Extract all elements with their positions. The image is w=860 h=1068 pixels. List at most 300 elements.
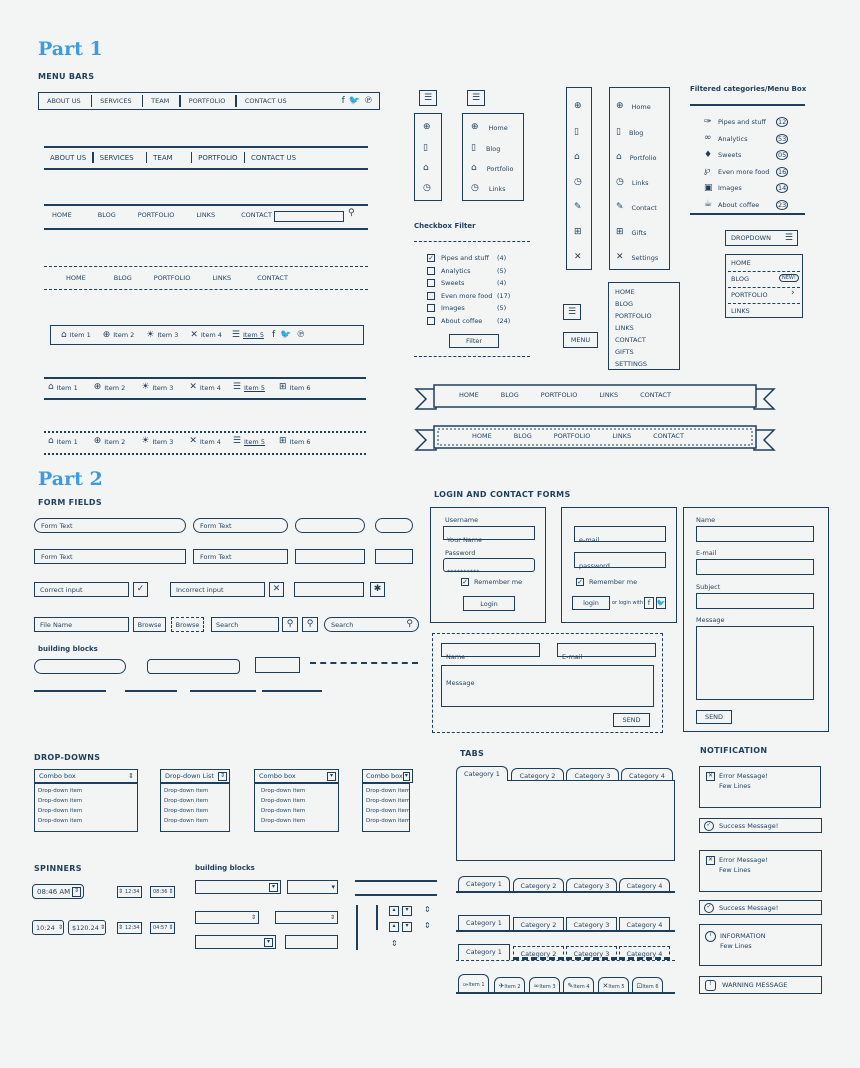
checkbox-row[interactable]: Analytics (5) [427, 265, 510, 278]
tab-category-1[interactable]: Category 1 [458, 876, 510, 891]
gift-icon[interactable]: ⊞ [574, 227, 582, 237]
sidebar-item[interactable]: ⊕ Home [616, 101, 651, 111]
tab-category-3[interactable]: Category 3 [566, 878, 617, 891]
or-login-with: or login with [612, 600, 644, 606]
name-input[interactable] [696, 526, 814, 542]
building-blocks-heading: building blocks [195, 864, 255, 872]
page-icon[interactable]: ▯ [423, 143, 428, 153]
name-label: Name [696, 516, 716, 524]
login-heading: LOGIN AND CONTACT FORMS [434, 490, 571, 499]
subject-label: Subject [696, 583, 721, 591]
tab-category-4[interactable]: Category 4 [619, 946, 670, 960]
menu-item[interactable]: Item 3 [152, 383, 174, 392]
menu-item-active[interactable]: Item 5 [243, 383, 265, 392]
menu-item[interactable]: CONTACT [257, 274, 288, 282]
search-button[interactable] [282, 617, 298, 632]
checkbox-row[interactable]: Images (5) [427, 302, 510, 315]
updown-icon: ⇕ [118, 888, 124, 895]
menu-item[interactable]: BLOG [97, 211, 116, 219]
login-button[interactable]: login [572, 596, 610, 610]
globe-icon: ⊕ [616, 101, 624, 111]
home-icon: ⌂ [61, 329, 67, 340]
plane-icon: ✈ [498, 982, 505, 990]
menu-item[interactable]: ◷ Links [471, 183, 506, 193]
checkbox-filter-list [427, 252, 510, 327]
checkbox [427, 292, 435, 300]
updown-icon: ⇕ [219, 771, 226, 779]
tabs-heading: TABS [460, 749, 485, 758]
hamburger-button[interactable] [467, 90, 485, 106]
menu-item[interactable]: Item 2 [113, 331, 135, 339]
dropdown-item[interactable]: Drop-down item [366, 818, 411, 824]
password-input[interactable]: password [574, 552, 666, 568]
menu-item[interactable]: ⊕ Home [471, 122, 508, 132]
filtered-categories-title: Filtered categories/Menu Box [690, 85, 807, 93]
dropdown-item[interactable]: Drop-down item [366, 808, 411, 814]
menu-item[interactable]: HOME [459, 391, 479, 399]
checkbox-row[interactable]: Sweets (4) [427, 277, 510, 290]
clock-icon: ◷ [616, 177, 624, 187]
menu-item[interactable]: SETTINGS [615, 360, 648, 368]
form-fields-heading: FORM FIELDS [38, 498, 102, 507]
search-icon[interactable]: ⚲ [348, 208, 355, 218]
dropdown-item[interactable]: Drop-down item [164, 808, 209, 814]
menu-item[interactable]: HOME [615, 288, 635, 296]
icon-tab[interactable]: ✕ Item 5 [598, 977, 629, 992]
clock-icon: ◷ [471, 183, 479, 193]
menu-bar-dashed [66, 274, 288, 282]
sidebar-item[interactable]: ◷ Links [616, 177, 649, 187]
updown-icon: ⇕ [118, 924, 124, 931]
tab-category-2[interactable]: Category 2 [513, 946, 564, 960]
menu-item[interactable]: CONTACT [653, 432, 684, 440]
notification-heading: NOTIFICATION [700, 746, 768, 755]
menu-item[interactable]: ⌂ Portfolio [471, 163, 514, 173]
spinner-small[interactable]: 08:36 ⇕ [150, 886, 175, 898]
select-block[interactable] [195, 880, 281, 894]
dropdown-item[interactable]: PORTFOLIO [731, 291, 768, 299]
number-spinner[interactable]: 10:24 ⇕ [32, 920, 64, 935]
browse-button-alt[interactable]: Browse [171, 617, 204, 632]
name-input[interactable]: Name [441, 643, 540, 657]
message-textarea[interactable] [696, 626, 814, 700]
menu-item[interactable]: LINKS [599, 391, 619, 399]
menu-item[interactable]: LINKS [612, 432, 632, 440]
hamburger-button[interactable] [563, 304, 581, 320]
twitter-login-button[interactable] [656, 597, 666, 609]
spinner-block[interactable] [195, 911, 259, 924]
menu-item[interactable]: Item 1 [56, 437, 78, 446]
up-arrow-button[interactable]: ▴ [389, 922, 399, 932]
bag-icon: ⊡ [636, 982, 643, 990]
time-spinner[interactable]: 08:46 AM ⇕ [32, 884, 84, 899]
menu-bars-heading: MENU BARS [38, 72, 95, 81]
category-item[interactable]: ∞ Analytics 53 [704, 133, 787, 144]
login-button[interactable]: Login [463, 596, 515, 611]
dropdown-item[interactable]: Drop-down item [261, 808, 306, 814]
updown-icon: ⇕ [250, 913, 256, 921]
menu-item[interactable]: LINKS [196, 211, 216, 219]
spinner-small[interactable]: 04:57 ⇕ [150, 922, 175, 934]
tab-category-4[interactable]: Category 4 [619, 878, 670, 891]
spinner-small[interactable]: ⇕ 12:34 [117, 886, 142, 898]
combo-box[interactable]: Combo box ▾ [362, 769, 413, 783]
menu-item[interactable]: Item 1 [69, 331, 91, 339]
dropdown-item[interactable]: Drop-down item [164, 798, 209, 804]
menu-item[interactable]: PORTFOLIO [153, 274, 191, 282]
text-field[interactable]: Form Text [193, 549, 288, 564]
username-input[interactable]: Your Name [443, 526, 535, 540]
search-input[interactable] [274, 211, 344, 222]
menu-item[interactable]: Item 6 [289, 383, 311, 392]
updown-icon: ⇕ [424, 905, 431, 914]
cross-icon: ✕ [269, 582, 284, 597]
page-icon[interactable]: ▯ [574, 127, 579, 137]
image-icon: ▣ [704, 182, 713, 193]
bank-icon[interactable]: ⌂ [423, 163, 429, 173]
tab-category-1[interactable]: Category 1 [458, 915, 510, 930]
menu-item[interactable]: LINKS [615, 324, 634, 332]
block-small [255, 657, 300, 673]
check-circle-icon: ✓ [704, 903, 714, 913]
facebook-icon: f [647, 598, 651, 607]
tab-category-2[interactable]: Category 2 [513, 878, 564, 891]
gift-icon: ⊞ [278, 382, 287, 392]
menu-bar-icons-boxed [50, 325, 364, 345]
tab-panel [456, 780, 675, 861]
updown-icon: ⇕ [391, 939, 398, 948]
chevron-down-icon: ▾ [327, 772, 336, 781]
page-icon: ▯ [616, 127, 621, 137]
tools-icon[interactable]: ✕ [574, 252, 582, 262]
menu-item[interactable]: BLOG [615, 300, 634, 308]
text-field[interactable]: Form Text [34, 549, 186, 564]
checkbox [427, 267, 435, 275]
subject-input[interactable] [696, 593, 814, 609]
menu-item[interactable]: BLOG [500, 391, 519, 399]
menu-item[interactable]: BLOG [513, 432, 532, 440]
info-notification [699, 924, 822, 966]
basket-icon: ☰ [232, 382, 241, 392]
menu-item[interactable]: SERVICES [100, 97, 132, 105]
notification-text: Error Message! [719, 856, 769, 864]
icon-tab[interactable]: ✈ Item 2 [494, 977, 525, 992]
block-square [147, 659, 240, 674]
bank-icon[interactable]: ⌂ [574, 152, 580, 162]
building-blocks-heading: building blocks [38, 645, 98, 653]
home-icon: ⌂ [48, 382, 54, 392]
notification-subtext: Few Lines [719, 782, 751, 790]
remember-me-checkbox[interactable]: ✓ Remember me [462, 578, 523, 586]
menu-item[interactable]: ABOUT US [47, 97, 81, 105]
globe-icon: ⊕ [93, 382, 102, 392]
pen-icon[interactable]: ✎ [574, 202, 582, 212]
dropdown-item[interactable]: BLOG [731, 275, 750, 283]
globe-icon: ⊕ [93, 436, 102, 446]
category-item[interactable]: ♦ Sweets 05 [704, 149, 787, 160]
tab-category-1[interactable]: Category 1 [456, 766, 508, 781]
correct-input-field[interactable]: Correct input [34, 582, 129, 597]
menu-item[interactable]: CONTACT [615, 336, 646, 344]
sidebar-item[interactable]: ▯ Blog [616, 127, 644, 137]
dropdown-item[interactable]: LINKS [731, 307, 750, 315]
menu-item[interactable]: CONTACT [241, 211, 272, 219]
tab-category-2[interactable]: Category 2 [511, 768, 564, 780]
checkbox-row[interactable]: ✓ Pipes and stuff (4) [428, 254, 507, 263]
category-item[interactable]: ☕ About coffee 23 [704, 199, 787, 210]
file-name-field[interactable]: File Name [34, 617, 129, 632]
gift-icon: ⊞ [278, 436, 287, 446]
tools-icon: ✕ [602, 982, 609, 990]
globe-icon: ⊕ [102, 329, 111, 340]
combo-box[interactable]: Combo box ⇕ [34, 769, 138, 783]
checkbox [427, 304, 435, 312]
email-input[interactable]: E-mail [557, 643, 656, 657]
text-field-rounded[interactable]: Form Text [34, 518, 186, 533]
dropdown-item[interactable]: Drop-down item [261, 798, 306, 804]
clock-icon[interactable]: ◷ [423, 183, 431, 193]
success-notification: ✓ Success Message! [699, 900, 822, 915]
facebook-icon[interactable]: f [341, 95, 345, 106]
menu-bar-search [52, 211, 272, 219]
combo-box[interactable]: Combo box ▾ [254, 769, 339, 783]
filtered-categories-list [704, 114, 788, 213]
tools-icon: ✕ [190, 329, 198, 340]
notification-subtext: Few Lines [719, 866, 751, 874]
text-field-empty[interactable] [294, 582, 364, 597]
dropdown-list [254, 783, 339, 832]
dropdown-item[interactable]: Drop-down item [261, 818, 306, 824]
tab-category-3[interactable]: Category 3 [566, 946, 617, 960]
notification-text: INFORMATION [720, 932, 766, 940]
menu-item[interactable]: TEAM [151, 97, 170, 105]
chevron-down-icon: ▾ [264, 938, 273, 947]
menu-item[interactable]: CONTACT [640, 391, 671, 399]
menu-item[interactable]: Item 4 [199, 437, 221, 446]
contact-form [683, 507, 829, 732]
menu-item[interactable]: Item 1 [56, 383, 78, 392]
pen-icon: ✎ [567, 982, 574, 990]
category-item[interactable]: ✑ Pipes and stuff 12 [704, 116, 787, 127]
menu-item[interactable]: PORTFOLIO [198, 153, 238, 162]
twitter-icon[interactable]: 🐦 [280, 329, 292, 340]
search-icon: ⚲ [306, 619, 314, 629]
menu-item[interactable]: PORTFOLIO [540, 391, 578, 399]
info-icon: i [705, 931, 716, 942]
menu-icon: ☰ [567, 306, 577, 317]
dropdown-item[interactable]: Drop-down item [38, 788, 83, 794]
sidebar-item[interactable]: ⌂ Portfolio [616, 152, 657, 162]
checkbox-row[interactable]: About coffee (24) [427, 315, 510, 328]
menu-item[interactable]: HOME [66, 274, 86, 282]
ribbon-menu-items [472, 432, 684, 440]
sidebar-item[interactable]: ✎ Contact [616, 202, 657, 212]
twitter-icon[interactable]: 🐦 [348, 95, 360, 106]
text-field-rounded-empty[interactable] [295, 518, 365, 533]
icon-tab[interactable]: ✑ Item 1 [458, 974, 489, 992]
dropdown-list [362, 783, 410, 832]
tab-category-4[interactable]: Category 4 [621, 768, 673, 780]
tab-category-4[interactable]: Category 4 [619, 917, 670, 930]
menu-item[interactable]: BLOG [113, 274, 132, 282]
search-button-alt[interactable] [302, 617, 318, 632]
dropdown-list-select[interactable]: Drop-down List ⇕ [160, 769, 230, 783]
notification-subtext: Few Lines [720, 942, 752, 950]
menu-item[interactable]: HOME [472, 432, 492, 440]
text-field-rounded-small[interactable] [375, 518, 413, 533]
error-notification-callout [699, 850, 822, 892]
checkbox [427, 279, 435, 287]
globe-icon[interactable]: ⊕ [574, 101, 582, 111]
search-input-rounded[interactable]: Search ⚲ [324, 617, 419, 632]
menu-button[interactable]: MENU [563, 332, 598, 348]
block-rounded [34, 659, 126, 674]
email-label: E-mail [696, 549, 717, 557]
sidebar-item[interactable]: ✕ Settings [616, 252, 659, 262]
menu-item[interactable]: Item 3 [152, 437, 174, 446]
dropdown-item[interactable]: Drop-down item [38, 818, 83, 824]
menu-item[interactable]: LINKS [212, 274, 232, 282]
filter-button[interactable]: Filter [449, 334, 499, 348]
chart-icon: ∞ [704, 133, 712, 144]
search-icon: ⚲ [286, 619, 294, 629]
updown-icon: ⇕ [72, 887, 81, 897]
checkbox [427, 317, 435, 325]
email-input[interactable] [696, 559, 814, 575]
dropdown-item[interactable]: Drop-down item [366, 798, 411, 804]
menu-item[interactable]: Item 4 [200, 331, 222, 339]
up-arrow-button[interactable]: ▴ [389, 906, 399, 916]
browse-button[interactable]: Browse [133, 617, 166, 632]
spinner-block[interactable] [275, 911, 338, 924]
menu-item-active[interactable]: Item 5 [242, 331, 264, 339]
dropdown-toggle[interactable]: DROPDOWN ☰ [725, 230, 798, 246]
bank-icon: ⌂ [616, 152, 622, 162]
text-field-empty[interactable] [295, 549, 365, 564]
select-block[interactable] [287, 880, 338, 894]
spinner-small[interactable]: ⇕ 12:34 [117, 922, 142, 934]
send-button[interactable]: SEND [696, 710, 732, 724]
menu-item[interactable]: HOME [52, 211, 72, 219]
menu-item[interactable]: Item 3 [157, 331, 179, 339]
menu-item[interactable]: Item 2 [104, 437, 126, 446]
dropdown-item[interactable]: Drop-down item [38, 798, 83, 804]
menu-item[interactable]: ABOUT US [50, 153, 87, 162]
hamburger-button[interactable] [419, 90, 437, 106]
down-arrow-button[interactable]: ▾ [402, 922, 412, 932]
chevron-down-icon: ▾ [331, 882, 335, 891]
category-item[interactable]: ▣ Images 14 [704, 182, 787, 193]
search-input[interactable]: Search [211, 617, 279, 632]
text-field-small[interactable] [375, 549, 413, 564]
menu-bar-icons-lined [48, 383, 311, 392]
success-notification: ✓ Success Message! [699, 818, 822, 833]
tab-category-2[interactable]: Category 2 [513, 917, 564, 930]
message-textarea[interactable]: Message [441, 665, 654, 707]
sidebar-item[interactable]: ⊞ Gifts [616, 227, 647, 237]
error-notification [699, 766, 821, 808]
down-arrow-button[interactable]: ▾ [402, 906, 412, 916]
menu-item[interactable]: Item 6 [289, 437, 311, 446]
bulb-icon: ☀ [146, 329, 155, 340]
menu-bar-icons-dotted [48, 437, 311, 446]
menu-item[interactable]: GIFTS [615, 348, 634, 356]
menu-item-active[interactable]: Item 5 [243, 437, 265, 446]
menu-item[interactable]: ▯ Blog [471, 143, 501, 153]
text-field-rounded[interactable]: Form Text [193, 518, 288, 533]
basket-icon: ☰ [231, 329, 240, 340]
input-block[interactable] [285, 935, 338, 949]
menu-item[interactable]: CONTACT US [244, 97, 287, 105]
chart-icon: ∞ [533, 982, 540, 990]
dropdown-item[interactable]: HOME [731, 259, 751, 267]
icon-tab[interactable]: ✎ Item 4 [563, 977, 594, 992]
updown-icon: ⇕ [57, 923, 63, 931]
error-icon: ✕ [707, 772, 714, 779]
facebook-icon[interactable]: f [271, 329, 276, 340]
send-button[interactable]: SEND [613, 713, 650, 727]
menu-item[interactable]: Item 2 [104, 383, 126, 392]
incorrect-input-field[interactable]: Incorrect input [170, 582, 265, 597]
pinterest-icon[interactable]: ℗ [364, 95, 373, 106]
category-item[interactable]: ℘ Even more food 16 [704, 166, 787, 177]
password-label: Password [445, 549, 476, 557]
remember-me-checkbox[interactable]: ✓ Remember me [577, 578, 638, 586]
clock-icon[interactable]: ◷ [574, 177, 582, 187]
dropdown-item[interactable]: Drop-down item [38, 808, 83, 814]
price-spinner[interactable]: $120.24 ⇕ [68, 920, 106, 935]
menu-item[interactable]: CONTACT US [251, 153, 297, 162]
tab-category-1[interactable]: Category 1 [458, 944, 510, 960]
home-icon: ⌂ [48, 436, 54, 446]
basket-icon: ☰ [232, 436, 241, 446]
menu-item[interactable]: SERVICES [99, 153, 134, 162]
tab-category-3[interactable]: Category 3 [566, 917, 617, 930]
pinterest-icon[interactable]: ℗ [296, 329, 306, 340]
chevron-down-icon: ▾ [403, 772, 410, 781]
menu-item[interactable]: PORTFOLIO [137, 211, 175, 219]
icon-tab[interactable]: ⊡ Item 6 [632, 977, 663, 992]
checkbox-row[interactable]: Even more food (17) [427, 290, 510, 303]
dropdown-item[interactable]: Drop-down item [164, 788, 209, 794]
globe-icon[interactable]: ⊕ [423, 122, 431, 132]
icon-tab[interactable]: ∞ Item 3 [529, 977, 560, 992]
password-input[interactable]: ********** [443, 558, 535, 572]
menu-icon: ☰ [784, 232, 793, 243]
twitter-icon: 🐦 [656, 598, 666, 607]
dropdown-item[interactable]: Drop-down item [164, 818, 209, 824]
check-circle-icon: ✓ [704, 821, 714, 831]
asterisk-icon: ✱ [370, 582, 385, 597]
dropdown-item[interactable]: Drop-down item [261, 788, 306, 794]
facebook-login-button[interactable] [644, 597, 654, 609]
menu-item[interactable]: PORTFOLIO [188, 97, 226, 105]
tools-icon: ✕ [189, 436, 197, 446]
check-icon: ✓ [133, 582, 148, 597]
icon-sidebar [566, 87, 592, 270]
sidebar-labeled [609, 87, 670, 270]
tab-category-3[interactable]: Category 3 [566, 768, 619, 780]
select-block[interactable] [195, 935, 276, 949]
menu-item[interactable]: PORTFOLIO [553, 432, 591, 440]
menu-item[interactable]: PORTFOLIO [615, 312, 652, 320]
menu-item[interactable]: Item 4 [199, 383, 221, 392]
menu-item[interactable]: TEAM [153, 153, 173, 162]
updown-icon: ⇕ [168, 924, 174, 931]
updown-icon: ⇕ [128, 771, 134, 780]
email-input[interactable]: e-mail [574, 526, 666, 542]
dropdown-item[interactable]: Drop-down item [366, 788, 411, 794]
